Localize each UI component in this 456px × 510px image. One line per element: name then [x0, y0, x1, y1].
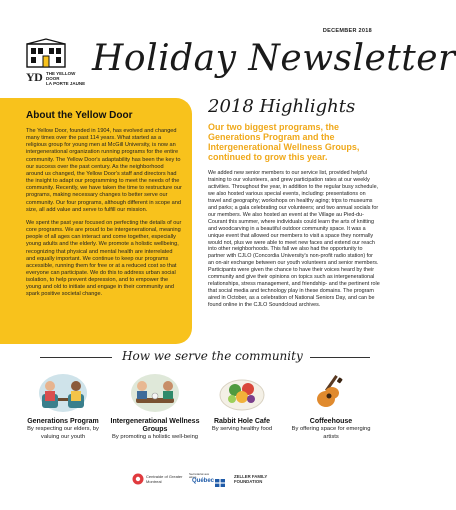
divider-left [40, 357, 112, 358]
centraide-logo-icon [132, 473, 144, 485]
services-heading: How we serve the community [122, 349, 303, 363]
sponsor-zeller: ZELLER FAMILY FOUNDATION [234, 474, 268, 484]
service-name: Intergenerational Wellness Groups [110, 418, 200, 433]
quebec-flag-icon [215, 479, 225, 487]
generations-illustration-icon [36, 372, 90, 414]
wellness-illustration-icon [128, 372, 182, 414]
about-paragraph-1: The Yellow Door, founded in 1904, has evolved and changed many times over the past 114 years. What started as a religious group for young men at McGill University, is now an intergenerational organization running programs for the entire community. The Yellow Door's adaptability has been the key to our success over the past century. As the neighborhood around us changed, the Yellow Door's staff and directors had the insight to adapt our programming to meet the needs of the community. Recently, we have taken the time to restructure our programs, making necessary changes to better serve our community. Our four programs, although different in scope and size, all add value and serve to fulfill our mission. [26, 128, 182, 213]
service-desc: By offering space for emerging artists [291, 426, 371, 440]
logo-initials: YD [26, 70, 43, 84]
service-generations-program [18, 372, 108, 441]
about-paragraph-2: We spent the past year focused on perfecting the details of our core programs. We are proud to be intergenerational, meaning people of all ages can interact and come together, especially young adults and the elderly. We promote a holistic wellbeing, recognizing that physical and mental health are interrelated and equally important. We continue to keep our programs accessible, running them for free or at a reduced cost so that everyone can participate. We do this to address urban social isolation, to help prevent depression, and to empower the young and old to initiate and engage in their community and spark positive societal change. [26, 219, 182, 298]
sponsor-centraide: Centraide of Greater Montreal [146, 474, 183, 484]
service-intergenerational-wellness [110, 372, 200, 442]
about-heading: About the Yellow Door [26, 110, 133, 121]
services-heading-row [40, 349, 370, 365]
about-panel [0, 98, 192, 344]
divider-right [310, 357, 370, 358]
service-name: Generations Program [27, 418, 99, 425]
logo-name-line1: THE YELLOW DOOR [46, 71, 76, 81]
highlights-body: We added new senior members to our service list, provided helpful training to our volunteers, and grew participation rates at our weekly activities. Throughout the year, in addition to the regular busy schedule, we also hosted various special events, including: presentations on travel and geography; workshops on healthy aging; trips to museums and parks; a gala celebrating our volunteers; and two annual socials for our members. We also hosted an event at the Village au Pied-du-Courant this summer, where individuals could learn the arts of knitting and woodcarving in a beautiful outdoor community space. It was a unique event that allowed our members to visit a space they normally would not, plus we were able to meet new faces and extend our reach into other neighborhoods. This fall we also had the opportunity to partner with CJLO (Concordia University's non-profit radio station) for an on-air exchange between our youth volunteers and senior members. Participants were given the chance to have their voices heard by their community and give their opinions on topics such as intergenerational relationships, stress management, and friendship- and the pertinent role that social media and technology play in these domains. The program aired in October, as a celebration of National Seniors Day, and can be found online in the CJLO Soundcloud archives. [208, 170, 380, 309]
service-desc: By respecting our elders, by valuing our youth [27, 426, 99, 440]
yellow-door-logo [24, 38, 86, 84]
building-icon [26, 38, 66, 68]
service-desc: By serving healthy food [211, 426, 273, 432]
highlights-subtitle: Our two biggest programs, the Generations Program and the Intergenerational Wellness Groups, continued to grow this year. [208, 122, 360, 162]
guitar-illustration-icon [304, 372, 358, 414]
logo-name [46, 71, 86, 86]
logo-name-line2: LA PORTE JAUNE [46, 81, 86, 86]
cafe-food-illustration-icon [215, 372, 269, 414]
service-coffeehouse [286, 372, 376, 441]
newsletter-title: Holiday Newsletter [92, 38, 456, 79]
service-rabbit-hole-cafe [197, 372, 287, 434]
service-desc: By promoting a holistic well-being [111, 434, 199, 440]
highlights-title: 2018 Highlights [208, 96, 356, 117]
sponsors-bar [0, 470, 400, 490]
service-name: Rabbit Hole Cafe [213, 418, 270, 425]
sponsor-quebec: Québec [192, 478, 215, 484]
service-name: Coffeehouse [309, 418, 353, 425]
sponsor-quebec-secretariat: Secrétariat aux aînés [189, 472, 210, 480]
newsletter-date: DECEMBER 2018 [322, 28, 372, 34]
